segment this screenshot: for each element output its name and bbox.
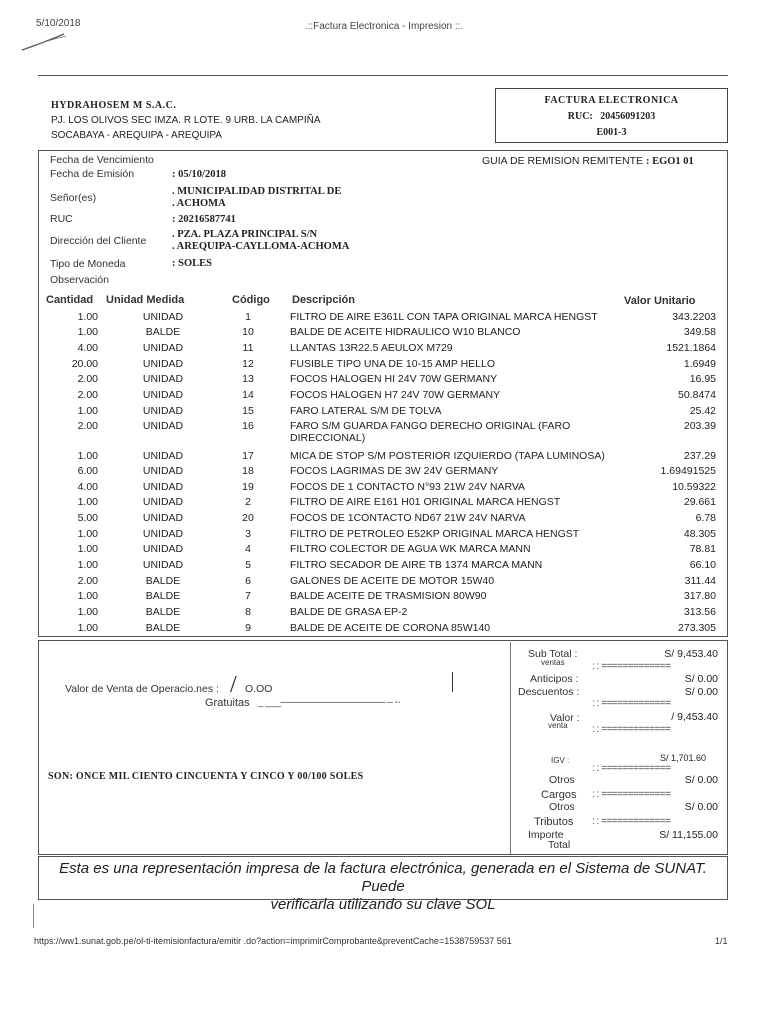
cell-unidad: UNIDAD bbox=[142, 465, 184, 477]
cell-cantidad: 1.00 bbox=[77, 543, 98, 555]
subtotal-sub: ventas bbox=[541, 658, 565, 667]
cell-codigo: 3 bbox=[245, 528, 251, 540]
cell-valor-unitario: 311.44 bbox=[684, 575, 716, 587]
fecha-vencimiento-label: Fecha de Vencimiento bbox=[50, 154, 154, 166]
cell-valor-unitario: 29.661 bbox=[683, 496, 716, 508]
cell-unidad: UNIDAD bbox=[142, 528, 184, 540]
gratuitas-line: _ ___——————————— – -· bbox=[258, 697, 401, 708]
cell-cantidad: 5.00 bbox=[77, 512, 98, 524]
slash-mark: / bbox=[230, 672, 237, 698]
cell-unidad: BALDE bbox=[145, 326, 181, 338]
cell-valor-unitario: 48.305 bbox=[683, 528, 716, 540]
cell-cantidad: 20.00 bbox=[71, 358, 98, 370]
cell-cantidad: 1.00 bbox=[77, 326, 98, 338]
cell-codigo: 9 bbox=[245, 622, 251, 634]
cell-descripcion: MICA DE STOP S/M POSTERIOR IZQUIERDO (TAPA LUMINOSA) bbox=[290, 450, 605, 462]
cell-unidad: BALDE bbox=[145, 622, 181, 634]
cell-unidad: BALDE bbox=[145, 575, 181, 587]
cell-cantidad: 1.00 bbox=[77, 559, 98, 571]
cell-valor-unitario: 16.95 bbox=[689, 373, 716, 385]
direccion-value-line2: . AREQUIPA-CAYLLOMA-ACHOMA bbox=[172, 241, 350, 252]
cell-descripcion: FOCOS DE 1 CONTACTO N°93 21W 24V NARVA bbox=[290, 481, 526, 493]
cell-valor-unitario: 66.10 bbox=[689, 559, 716, 571]
cell-descripcion: FOCOS HALOGEN HI 24V 70W GERMANY bbox=[290, 373, 498, 385]
guia-remision bbox=[482, 155, 694, 167]
sunat-note-box bbox=[38, 856, 728, 913]
cell-codigo: 8 bbox=[245, 606, 251, 618]
invoice-ruc bbox=[496, 109, 727, 125]
cell-valor-unitario: 313.56 bbox=[683, 606, 716, 618]
separator-4: : : ============= bbox=[592, 763, 671, 774]
subtotal-label: Sub Total : bbox=[528, 648, 578, 660]
company-address-line2: SOCABAYA - AREQUIPA - AREQUIPA bbox=[51, 130, 222, 141]
cell-valor-unitario: 1.6949 bbox=[683, 358, 716, 370]
cell-codigo: 20 bbox=[242, 512, 254, 524]
separator-3: : : ============= bbox=[592, 724, 671, 735]
amount-in-words: SON: ONCE MIL CIENTO CINCUENTA Y CINCO Y 00/100 SOLES bbox=[48, 771, 364, 782]
moneda-value: : SOLES bbox=[172, 258, 212, 269]
cell-valor-unitario: 273.305 bbox=[678, 622, 716, 634]
sunat-note-line2: verificarla utilizando su clave SOL bbox=[270, 896, 496, 913]
invoice-id-box bbox=[495, 88, 728, 143]
cell-descripcion: FUSIBLE TIPO UNA DE 10-15 AMP HELLO bbox=[290, 358, 496, 370]
ruc-label: RUC bbox=[50, 213, 73, 225]
cell-cantidad: 4.00 bbox=[77, 481, 98, 493]
ruc-value: : 20216587741 bbox=[172, 214, 236, 225]
cell-codigo: 12 bbox=[242, 358, 254, 370]
col-header-codigo: Código bbox=[232, 294, 270, 306]
cell-cantidad: 1.00 bbox=[77, 606, 98, 618]
senor-value-line2: . ACHOMA bbox=[172, 198, 226, 209]
cell-valor-unitario: 1.69491525 bbox=[660, 465, 716, 477]
cell-descripcion: FILTRO DE AIRE E161 H01 ORIGINAL MARCA HENGST bbox=[290, 496, 561, 508]
separator-5: : : ============= bbox=[592, 789, 671, 800]
cell-codigo: 19 bbox=[242, 481, 254, 493]
invoice-ruc-value: 20456091203 bbox=[600, 111, 656, 122]
cell-descripcion: GALONES DE ACEITE DE MOTOR 15W40 bbox=[290, 575, 495, 587]
cell-cantidad: 1.00 bbox=[77, 622, 98, 634]
cell-descripcion: LLANTAS 13R22.5 AEULOX M729 bbox=[290, 342, 453, 354]
otros1-label: Otros bbox=[549, 774, 575, 786]
print-date: 5/10/2018 bbox=[36, 18, 81, 29]
direccion-value-line1: . PZA. PLAZA PRINCIPAL S/N bbox=[172, 229, 318, 240]
cell-cantidad: 1.00 bbox=[77, 311, 98, 323]
tributos-label: Tributos bbox=[534, 816, 574, 828]
invoice-number: E001-3 bbox=[596, 127, 627, 138]
direccion-label: Dirección del Cliente bbox=[50, 235, 147, 247]
cell-codigo: 18 bbox=[242, 465, 254, 477]
cell-descripcion: FILTRO DE AIRE E361L CON TAPA ORIGINAL MARCA HENGST bbox=[290, 311, 598, 323]
importe-value: S/ 11,155.00 bbox=[659, 829, 718, 841]
guia-value: : EGO1 01 bbox=[645, 156, 694, 167]
cell-unidad: BALDE bbox=[145, 606, 181, 618]
cell-valor-unitario: 343.2203 bbox=[672, 311, 716, 323]
cell-codigo: 16 bbox=[242, 420, 254, 432]
sunat-note-line1: Esta es una representación impresa de la factura electrónica, generada en el Sistema de SUNAT. Puede bbox=[59, 860, 707, 895]
cell-descripcion: FILTRO SECADOR DE AIRE TB 1374 MARCA MANN bbox=[290, 559, 543, 571]
company-name: HYDRAHOSEM M S.A.C. bbox=[51, 100, 177, 111]
cell-codigo: 7 bbox=[245, 590, 251, 602]
col-header-descripcion: Descripción bbox=[292, 294, 355, 306]
print-url: https://ww1.sunat.gob.pe/ol-ti-itemisionfactura/emitir .do?action=imprimirComprobante&preventCache=1538759537 561 bbox=[34, 936, 512, 946]
cell-cantidad: 1.00 bbox=[77, 405, 98, 417]
cell-codigo: 17 bbox=[242, 450, 254, 462]
cell-valor-unitario: 349.58 bbox=[683, 326, 716, 338]
observacion-label: Observación bbox=[50, 274, 109, 286]
valor-value: / 9,453.40 bbox=[671, 711, 718, 723]
company-address-line1: PJ. LOS OLIVOS SEC IMZA. R LOTE. 9 URB. LA CAMPIÑA bbox=[51, 115, 321, 126]
gratuitas-label: Gratuitas bbox=[205, 697, 250, 709]
separator-6: : : ============= bbox=[592, 816, 671, 827]
otros2-value: S/ 0.00 bbox=[684, 801, 718, 813]
fecha-emision-label: Fecha de Emisión bbox=[50, 168, 135, 180]
cell-cantidad: 1.00 bbox=[77, 496, 98, 508]
cell-unidad: UNIDAD bbox=[142, 559, 184, 571]
invoice-type: FACTURA ELECTRONICA bbox=[544, 95, 679, 106]
cell-unidad: UNIDAD bbox=[142, 358, 184, 370]
header-rule bbox=[38, 75, 728, 76]
valor-venta-label: Valor de Venta de Operacio.nes : bbox=[65, 683, 219, 695]
cell-codigo: 4 bbox=[245, 543, 251, 555]
fecha-emision-value: : 05/10/2018 bbox=[172, 169, 226, 180]
cell-unidad: UNIDAD bbox=[142, 481, 184, 493]
igv-value: S/ 1,701.60 bbox=[659, 753, 706, 763]
moneda-label: Tipo de Moneda bbox=[50, 258, 126, 270]
cell-valor-unitario: 6.78 bbox=[695, 512, 716, 524]
cell-descripcion: FILTRO DE PETROLEO E52KP ORIGINAL MARCA HENGST bbox=[290, 528, 580, 540]
cell-codigo: 6 bbox=[245, 575, 251, 587]
cell-descripcion: BALDE ACEITE DE TRASMISION 80W90 bbox=[290, 590, 487, 602]
cell-unidad: UNIDAD bbox=[142, 543, 184, 555]
cell-unidad: UNIDAD bbox=[142, 512, 184, 524]
col-header-cantidad: Cantidad bbox=[46, 294, 94, 306]
cell-codigo: 10 bbox=[242, 326, 254, 338]
cargos-label: Cargos bbox=[541, 789, 577, 801]
cell-cantidad: 2.00 bbox=[77, 420, 98, 432]
otros2-label: Otros bbox=[549, 801, 575, 813]
cell-descripcion: BALDE DE ACEITE DE CORONA 85W140 bbox=[290, 622, 491, 634]
valor-venta-value: O.OO bbox=[245, 683, 273, 695]
cell-codigo: 15 bbox=[242, 405, 254, 417]
cell-codigo: 14 bbox=[242, 389, 254, 401]
cell-cantidad: 1.00 bbox=[77, 528, 98, 540]
otros1-value: S/ 0.00 bbox=[684, 774, 718, 786]
cell-unidad: UNIDAD bbox=[142, 311, 184, 323]
cell-unidad: UNIDAD bbox=[142, 420, 184, 432]
tick-mark bbox=[452, 672, 453, 692]
cell-cantidad: 1.00 bbox=[77, 590, 98, 602]
importe-sub: Total bbox=[548, 839, 571, 851]
valor-label: Valor : bbox=[550, 712, 580, 724]
cell-codigo: 13 bbox=[242, 373, 254, 385]
anticipos-label: Anticipos : bbox=[530, 673, 579, 685]
cell-valor-unitario: 10.59322 bbox=[672, 481, 716, 493]
separator-2: : : ============= bbox=[592, 698, 671, 709]
cell-unidad: UNIDAD bbox=[142, 405, 184, 417]
cell-cantidad: 2.00 bbox=[77, 373, 98, 385]
cell-valor-unitario: 78.81 bbox=[689, 543, 716, 555]
subtotal-value: S/ 9,453.40 bbox=[664, 648, 718, 660]
cell-descripcion: FOCOS HALOGEN H7 24V 70W GERMANY bbox=[290, 389, 501, 401]
guia-label: GUIA DE REMISION REMITENTE bbox=[482, 155, 644, 167]
anticipos-value: S/ 0.00 bbox=[684, 673, 718, 685]
cell-valor-unitario: 1521.1864 bbox=[666, 342, 716, 354]
importe-label: Importe bbox=[528, 829, 564, 841]
cell-descripcion: FOCOS DE 1CONTACTO ND67 21W 24V NARVA bbox=[290, 512, 526, 524]
cell-unidad: UNIDAD bbox=[142, 389, 184, 401]
cell-cantidad: 2.00 bbox=[77, 575, 98, 587]
print-title: .::Factura Electronica - Impresion ::. bbox=[304, 21, 464, 32]
margin-line bbox=[33, 904, 34, 928]
cell-codigo: 11 bbox=[242, 342, 254, 354]
cell-cantidad: 6.00 bbox=[77, 465, 98, 477]
cell-codigo: 1 bbox=[245, 311, 251, 323]
cell-unidad: UNIDAD bbox=[142, 373, 184, 385]
cell-valor-unitario: 237.29 bbox=[683, 450, 716, 462]
cell-descripcion: FOCOS LAGRIMAS DE 3W 24V GERMANY bbox=[290, 465, 499, 477]
cell-codigo: 2 bbox=[245, 496, 251, 508]
col-header-valor: Valor Unitario bbox=[624, 295, 696, 307]
cell-descripcion: FARO S/M GUARDA FANGO DERECHO ORIGINAL (FARO DIRECCIONAL) bbox=[290, 420, 571, 444]
cell-valor-unitario: 203.39 bbox=[683, 420, 716, 432]
cell-cantidad: 2.00 bbox=[77, 389, 98, 401]
cell-unidad: BALDE bbox=[145, 590, 181, 602]
cell-descripcion: FARO LATERAL S/M DE TOLVA bbox=[290, 405, 442, 417]
cell-valor-unitario: 50.8474 bbox=[678, 389, 716, 401]
cell-unidad: UNIDAD bbox=[142, 496, 184, 508]
invoice-ruc-label: RUC: bbox=[567, 111, 593, 122]
senor-label: Señor(es) bbox=[50, 192, 97, 204]
pen-scribble-mark bbox=[20, 30, 70, 55]
cell-valor-unitario: 317.80 bbox=[683, 590, 716, 602]
descuentos-label: Descuentos : bbox=[518, 686, 580, 698]
valor-sub: venta bbox=[548, 721, 568, 730]
cell-valor-unitario: 25.42 bbox=[689, 405, 716, 417]
separator-1: : : ============= bbox=[592, 661, 671, 672]
cell-cantidad: 1.00 bbox=[77, 450, 98, 462]
col-header-unidad: Unidad Medida bbox=[106, 294, 185, 306]
senor-value-line1: . MUNICIPALIDAD DISTRITAL DE bbox=[172, 186, 342, 197]
cell-unidad: UNIDAD bbox=[142, 450, 184, 462]
igv-label: IGV : bbox=[551, 756, 570, 765]
descuentos-value: S/ 0.00 bbox=[684, 686, 718, 698]
cell-cantidad: 4.00 bbox=[77, 342, 98, 354]
cell-unidad: UNIDAD bbox=[142, 342, 184, 354]
cell-descripcion: BALDE DE ACEITE HIDRAULICO W10 BLANCO bbox=[290, 326, 521, 338]
page-number: 1/1 bbox=[715, 936, 728, 946]
cell-codigo: 5 bbox=[245, 559, 251, 571]
cell-descripcion: BALDE DE GRASA EP-2 bbox=[290, 606, 408, 618]
cell-descripcion: FILTRO COLECTOR DE AGUA WK MARCA MANN bbox=[290, 543, 531, 555]
